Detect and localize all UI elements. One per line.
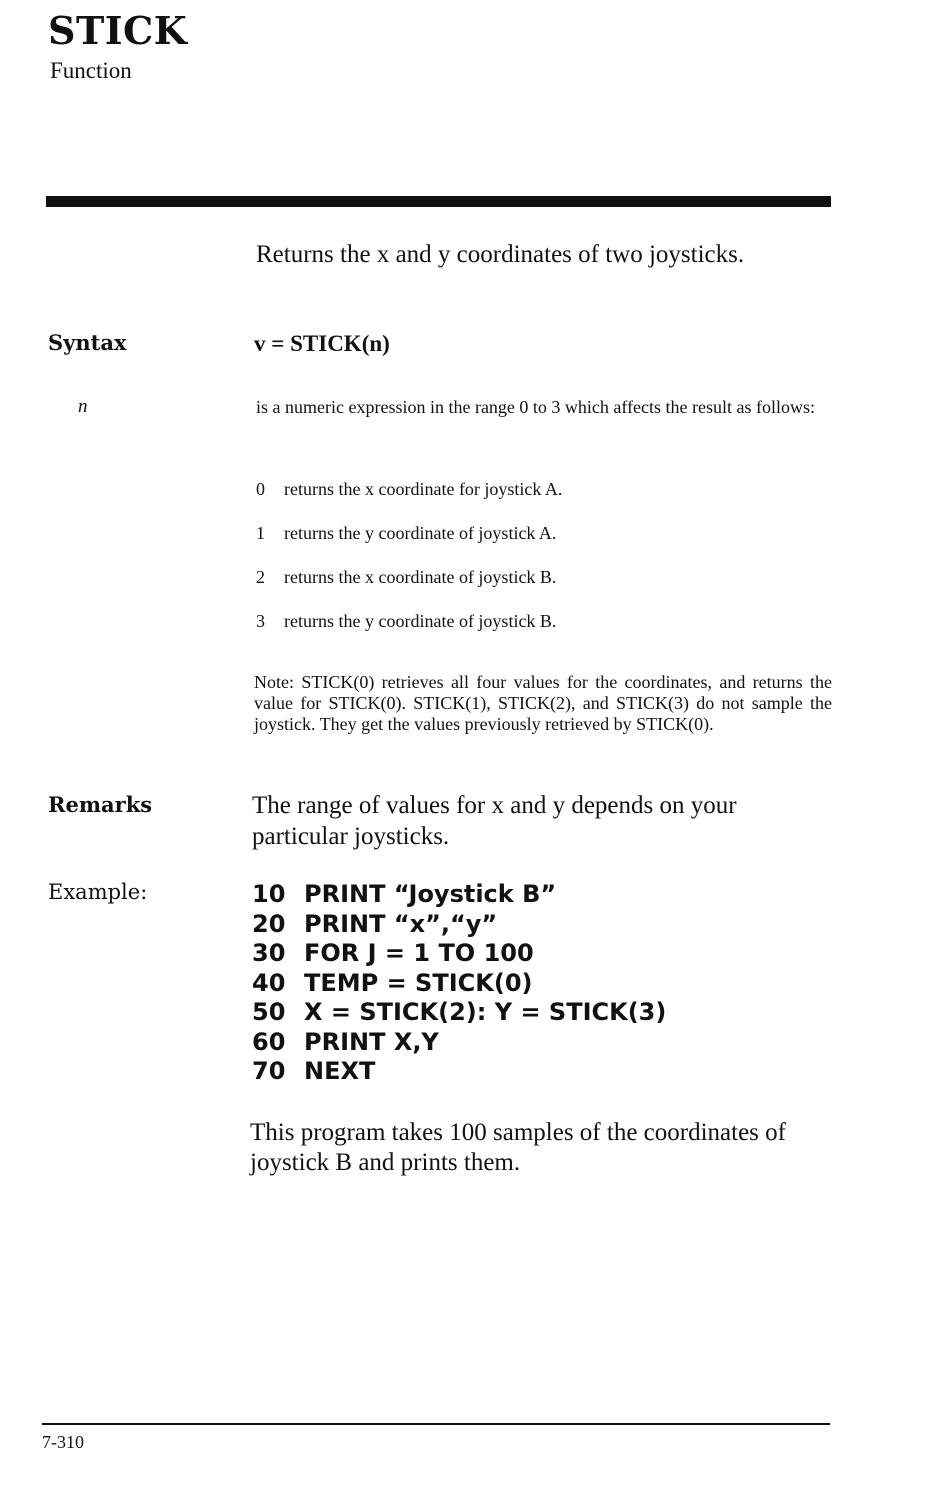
syntax-value: v = STICK(n) — [254, 331, 390, 356]
code-line — [252, 910, 666, 940]
top-divider — [46, 196, 831, 207]
option-number: 3 — [256, 611, 265, 631]
code-statement: FOR J = 1 TO 100 — [304, 939, 534, 967]
parameter-description: is a numeric expression in the range 0 to 3 which affects the result as follows: — [256, 397, 816, 417]
option-text: returns the x coordinate for joystick A. — [284, 479, 563, 499]
option-text: returns the y coordinate of joystick B. — [284, 611, 557, 631]
page-title: STICK — [48, 8, 188, 53]
syntax-label: Syntax — [48, 330, 127, 355]
line-number: 10 — [252, 880, 286, 908]
code-line — [252, 998, 666, 1028]
option-number: 1 — [256, 523, 265, 543]
line-number: 50 — [252, 998, 286, 1026]
option-number: 2 — [256, 567, 265, 587]
parameter-note: Note: STICK(0) retrieves all four values for the coordinates, and returns the value for STICK(0). STICK(1), STICK(2), and STICK(3) do not sample the joystick. They get the values previously retrieved by STICK(0). — [254, 672, 832, 734]
option-item — [256, 523, 556, 544]
code-line — [252, 1057, 666, 1087]
code-statement: X = STICK(2): Y = STICK(3) — [304, 998, 667, 1026]
option-number: 0 — [256, 479, 265, 499]
code-statement: NEXT — [304, 1057, 376, 1085]
page-subtitle: Function — [50, 58, 132, 83]
option-item — [256, 611, 556, 632]
bottom-divider — [42, 1423, 830, 1425]
code-line — [252, 880, 666, 910]
line-number: 70 — [252, 1057, 286, 1085]
parameter-name: n — [78, 396, 88, 417]
line-number: 60 — [252, 1027, 286, 1056]
line-number: 30 — [252, 939, 286, 967]
page-number: 7-310 — [42, 1432, 84, 1452]
remarks-text: The range of values for x and y depends on your particular joysticks. — [252, 792, 737, 850]
code-statement: PRINT “Joystick B” — [304, 880, 557, 908]
option-item — [256, 567, 556, 588]
code-statement: PRINT “x”,“y” — [304, 909, 498, 938]
option-text: returns the y coordinate of joystick A. — [284, 523, 557, 543]
example-label: Example: — [48, 880, 148, 904]
option-text: returns the x coordinate of joystick B. — [284, 567, 557, 587]
code-statement: PRINT X,Y — [304, 1027, 439, 1056]
code-listing — [252, 880, 666, 1087]
code-line — [252, 939, 666, 969]
code-line — [252, 969, 666, 999]
example-note: This program takes 100 samples of the coordinates of joystick B and prints them. — [250, 1119, 786, 1176]
line-number: 20 — [252, 909, 286, 938]
code-line — [252, 1028, 666, 1058]
summary-text: Returns the x and y coordinates of two joysticks. — [256, 241, 745, 268]
option-item — [256, 479, 562, 500]
code-statement: TEMP = STICK(0) — [304, 968, 533, 997]
line-number: 40 — [252, 968, 286, 997]
remarks-label: Remarks — [48, 792, 153, 817]
